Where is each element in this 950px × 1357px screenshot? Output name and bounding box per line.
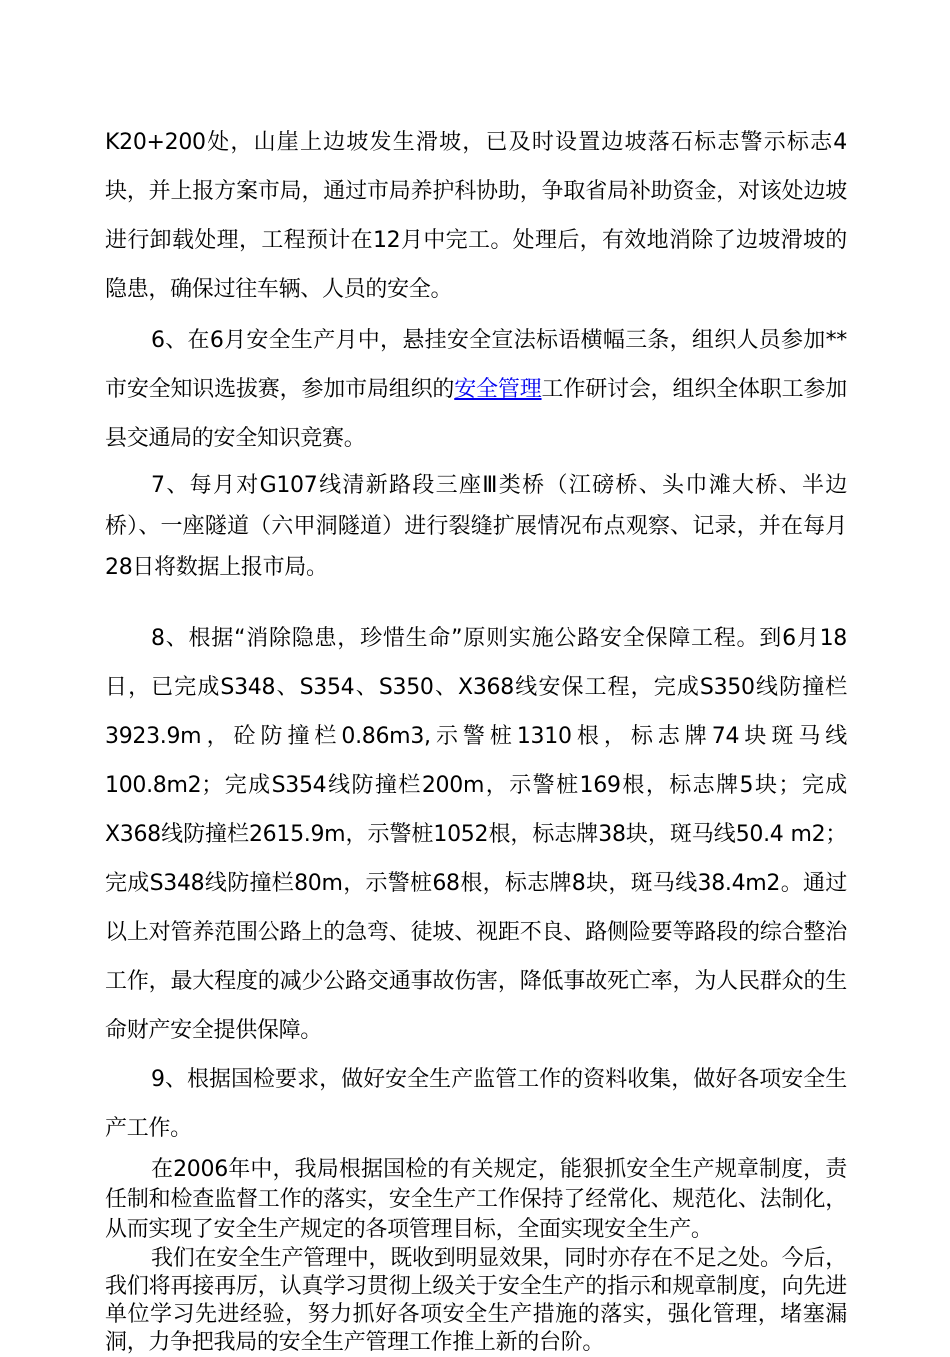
- paragraph-bridge-inspection: [105, 465, 847, 588]
- paragraph-text: 在2006年中，我局根据国检的有关规定，能狠抓安全生产规章制度，责任制和检查监督工作的落实，安全生产工作保持了经常化、规范化、法制化，从而实现了安全生产规定的各项管理目标，全面实现安全生产。: [105, 1157, 847, 1242]
- paragraph-slope-repair: [105, 118, 847, 314]
- paragraph-text: K20+200处，山崖上边坡发生滑坡，已及时设置边坡落石标志警示标志4块，并上报方案市局，通过市局养护科协助，争取省局补助资金，对该处边坡进行卸载处理，工程预计在12月中完工。处理后，有效地消除了边坡滑坡的隐患，确保过往车辆、人员的安全。: [105, 130, 847, 302]
- paragraph-safety-works: [105, 614, 847, 1055]
- document-body: [105, 118, 847, 1357]
- paragraph-annual-summary: [105, 1155, 847, 1245]
- paragraph-text: 6、在6月安全生产月中，悬挂安全宣法标语横幅三条，组织人员参加**市安全知识选拔赛，参加市局组织的: [105, 328, 847, 402]
- paragraph-text: 9、根据国检要求，做好安全生产监管工作的资料收集，做好各项安全生产工作。: [105, 1067, 847, 1141]
- paragraph-text: 工作研讨会，组织全体职工参加县交通局的安全知识竞赛。: [105, 377, 847, 451]
- paragraph-text: 7、每月对G107线清新路段三座Ⅲ类桥（江磅桥、头巾滩大桥、半边桥）、一座隧道（六甲洞隧道）进行裂缝扩展情况布点观察、记录，并在每月28日将数据上报市局。: [105, 473, 847, 580]
- paragraph-outlook: [105, 1245, 847, 1357]
- paragraph-safety-month: [105, 316, 847, 463]
- safety-management-link[interactable]: 安全管理: [454, 377, 542, 402]
- paragraph-text: 我们在安全生产管理中，既收到明显效果，同时亦存在不足之处。今后，我们将再接再厉，认真学习贯彻上级关于安全生产的指示和规章制度，向先进单位学习先进经验，努力抓好各项安全生产措施的落实，强化管理，堵塞漏洞，力争把我局的安全生产管理工作推上新的台阶。: [105, 1246, 847, 1355]
- paragraph-text: 通过以上对管养范围公路上的急弯、徒坡、视距不良、路侧险要等路段的综合整治工作，最大程度的减少公路交通事故伤害，降低事故死亡率，为人民群众的生命财产安全提供保障。: [105, 871, 848, 1043]
- paragraph-national-inspection: [105, 1055, 847, 1153]
- paragraph-text: 8、根据“消除隐患，珍惜生命”原则实施公路安全保障工程。到6月18日，已完成S348、S354、S350、X368线安保工程，完成S350线防撞栏3923.9m，砼防撞栏0.86m3,示警桩1310根，标志牌74块斑马线100.8m2；完成S354线防撞栏200m，示警桩169根，标志牌5块；完成X368线防撞栏2615.9m，示警桩1052根，标志牌38块，斑马线50.4 m2；完成S348线防撞栏80m，示警桩68根，标志牌8块，斑马线38.4m2。: [105, 626, 847, 896]
